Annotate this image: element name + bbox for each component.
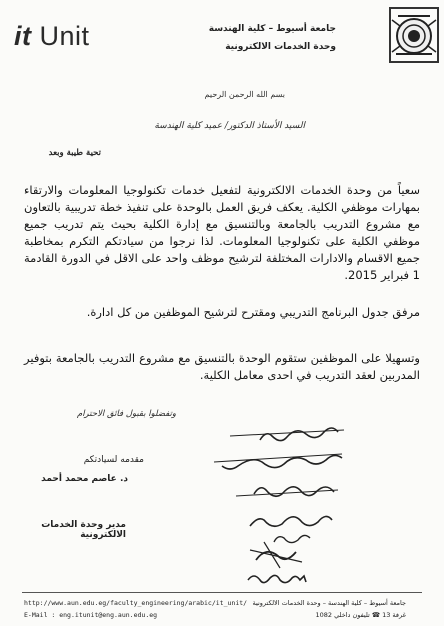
addressee: السيد الأستاذ الدكتور/ عميد كلية الهندسة: [154, 121, 305, 131]
footer-divider: [22, 592, 422, 593]
paragraph-attachment: مرفق جدول البرنامج التدريبي ومقترح لترشيح الموظفين من كل ادارة.: [86, 305, 420, 319]
greeting: تحية طيبة وبعد: [48, 148, 101, 158]
header-university: جامعة أسيوط – كلية الهندسة: [208, 24, 336, 34]
bismillah: بسم الله الرحمن الرحيم: [204, 90, 285, 99]
signer-name: د. عاصم محمد أحمد: [41, 474, 128, 484]
logo-unit-text: Unit: [39, 21, 90, 51]
engineering-emblem-icon: [388, 6, 440, 64]
paragraph-training: وتسهيلا على الموظفين ستقوم الوحدة بالتنسيق مع مشروع التدريب بالجامعة بتوفير المدربين لعقد التدريب في احدى معامل الكلية.: [24, 351, 420, 382]
footer-phone: غرفة 13 ☎ تليفون داخلي 1082: [315, 611, 406, 619]
paragraph-main: سعياً من وحدة الخدمات الالكترونية لتفعيل خدمات تكنولوجيا المعلومات والارتقاء بمهارات موظفي الكلية. يعكف فريق العمل بالوحدة على تنفيذ خطة تدريبية بالتعاون مع مشروع التدريب بالجامعة وبالتنسيق مع إدارة الكلية بحيث يتم تدريب جميع موظفي الكلية على تكنولوجيا المعلومات. لذا نرجوا من سيادتكم التكرم بمخاطبة جميع الاقسام والادارات المختلفة لترشيح موظف واحد على الاقل في الدورة القادمة 1 فبراير 2015.: [24, 183, 420, 282]
closing-phrase: وتفضلوا بقبول فائق الاحترام: [76, 409, 176, 419]
it-unit-logo: [14, 21, 90, 52]
logo-it-text: it: [14, 21, 32, 51]
signer-title: مدير وحدة الخدمات الالكترونية: [41, 520, 126, 540]
footer-url-link[interactable]: http://www.aun.edu.eg/faculty_engineering/arabic/it_unit/: [24, 599, 248, 607]
footer-address: جامعة أسيوط – كلية الهندسة – وحدة الخدمات الالكترونية: [252, 599, 406, 607]
footer-email-link[interactable]: E-Mail : eng.itunit@eng.aun.edu.eg: [24, 611, 158, 619]
handwritten-routing-notes: [210, 410, 350, 595]
submitted-to: مقدمه لسيادتكم: [83, 455, 144, 465]
header-unit: وحدة الخدمات الالكترونية: [225, 42, 336, 52]
